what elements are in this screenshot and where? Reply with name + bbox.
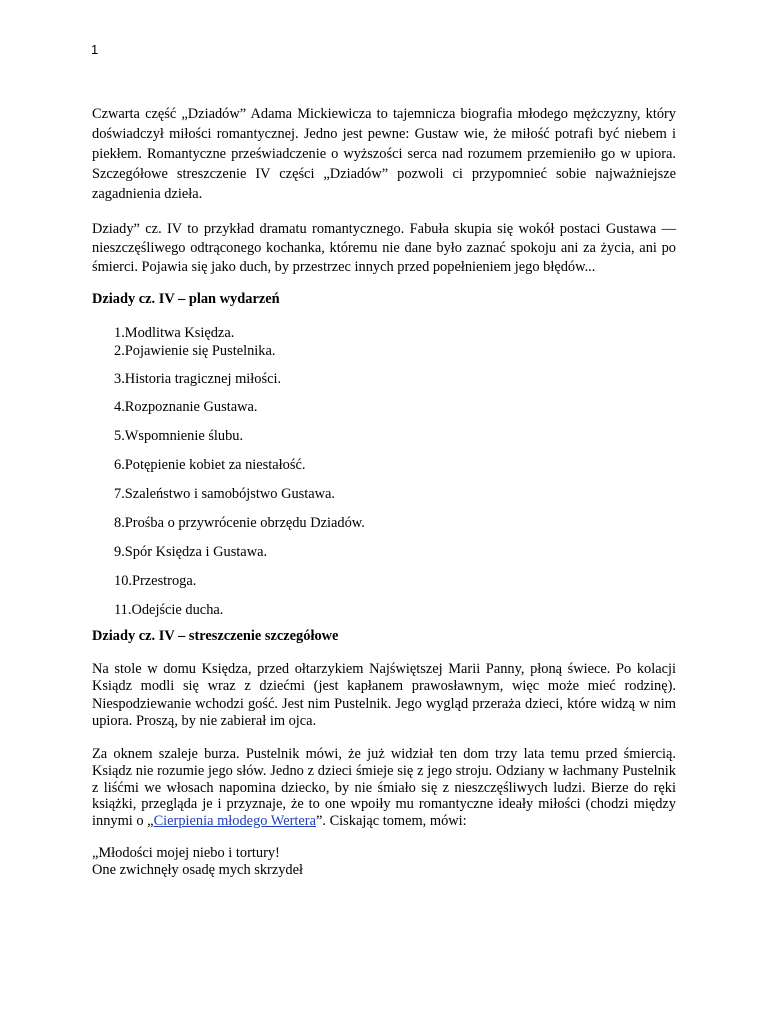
list-item-text: Szaleństwo i samobójstwo Gustawa. (124, 486, 336, 502)
list-item-text: Spór Księdza i Gustawa. (124, 544, 268, 560)
list-item-text: Modlitwa Księdza. (124, 325, 235, 341)
list-item (114, 342, 676, 360)
intro-paragraph-2: Dziady” cz. IV to przykład dramatu romantycznego. Fabuła skupia się wokół postaci Gustawa — nieszczęśliwego odtrąconego kochanka, któremu nie dane było zaznać spokoju ani za życia, ani po śmierci. Pojawia się jako duch, by przestrzec innych przed popełnieniem jego błędów... (92, 221, 676, 275)
quote-line: „Młodości mojej niebo i tortury! (92, 844, 280, 861)
list-item-number: 6. (114, 457, 125, 473)
quote-line: One zwichnęły osadę mych skrzydeł (92, 862, 303, 879)
list-item-number: 8. (114, 515, 125, 531)
list-item (114, 370, 676, 388)
list-item-number: 10. (114, 573, 132, 589)
list-item (114, 427, 676, 445)
list-item-text: Potępienie kobiet za niestałość. (124, 457, 306, 473)
list-item-number: 9. (114, 544, 125, 560)
list-item (114, 324, 676, 342)
list-item-number: 4. (114, 399, 125, 415)
summary-paragraph-2-text: Za oknem szaleje burza. Pustelnik mówi, że już widział ten dom trzy lata temu przed śmiercią. Ksiądz nie rozumie jego słów. Jedno z dzieci śmieje się z jego stroju. Odziany w łachmany Pustelnik z liśćmi we włosach napomina dziecko, by nie śmiało się z nieszczęśliwych ludzi. Bierze do ręki książki, przegląda je i przyznaje, że to one wpoiły mu romantyczne ideały miłości (chodzi między innymi o „ (92, 746, 676, 829)
list-item-text: Historia tragicznej miłości. (124, 371, 282, 387)
list-item-text: Prośba o przywrócenie obrzędu Dziadów. (124, 515, 365, 531)
list-item-number: 3. (114, 371, 125, 387)
list-item (114, 543, 676, 561)
list-item-text: Odejście ducha. (131, 602, 224, 618)
quote-block (92, 845, 676, 880)
list-item-number: 2. (114, 343, 125, 359)
werter-link[interactable]: Cierpienia młodego Wertera (153, 813, 316, 829)
list-item-number: 11. (114, 602, 132, 618)
page-number: 1 (91, 42, 99, 57)
list-item-text: Rozpoznanie Gustawa. (124, 399, 258, 415)
list-item-number: 7. (114, 486, 125, 502)
list-item (114, 456, 676, 474)
list-item (114, 485, 676, 503)
summary-paragraph-2-tail: ”. Ciskając tomem, mówi: (315, 813, 467, 829)
list-item-text: Pojawienie się Pustelnika. (124, 343, 276, 359)
list-item (114, 514, 676, 532)
list-item (114, 601, 676, 619)
list-item-number: 1. (114, 325, 125, 341)
list-item-text: Wspomnienie ślubu. (124, 428, 244, 444)
list-item-number: 5. (114, 428, 125, 444)
list-item-text: Przestroga. (132, 573, 197, 589)
document-body (92, 104, 676, 880)
plan-list (92, 324, 676, 619)
list-item (114, 572, 676, 590)
plan-heading: Dziady cz. IV – plan wydarzeń (92, 291, 280, 307)
summary-paragraph-1: Na stole w domu Księdza, przed ołtarzykiem Najświętszej Marii Panny, płoną świece. Po kolacji Ksiądz modli się wraz z dziećmi (jest kapłanem prawosławnym, więc może mieć rodzinę). Niespodziewanie wchodzi gość. Jest nim Pustelnik. Jego wygląd przeraża dzieci, które widzą w nim upiora. Proszą, by nie zabierał im ojca. (92, 661, 676, 729)
summary-paragraph-2 (92, 746, 676, 830)
list-item (114, 398, 676, 416)
intro-paragraph-1: Czwarta część „Dziadów” Adama Mickiewicza to tajemnicza biografia młodego mężczyzny, który doświadczył miłości romantycznej. Jedno jest pewne: Gustaw wie, że miłość potrafi być niebem i piekłem. Romantyczne przeświadczenie o wyższości serca nad rozumem przemieniło go w upiora. Szczegółowe streszczenie IV części „Dziadów” pozwoli ci przypomnieć sobie najważniejsze zagadnienia dzieła. (92, 106, 676, 202)
summary-heading: Dziady cz. IV – streszczenie szczegółowe (92, 628, 339, 644)
